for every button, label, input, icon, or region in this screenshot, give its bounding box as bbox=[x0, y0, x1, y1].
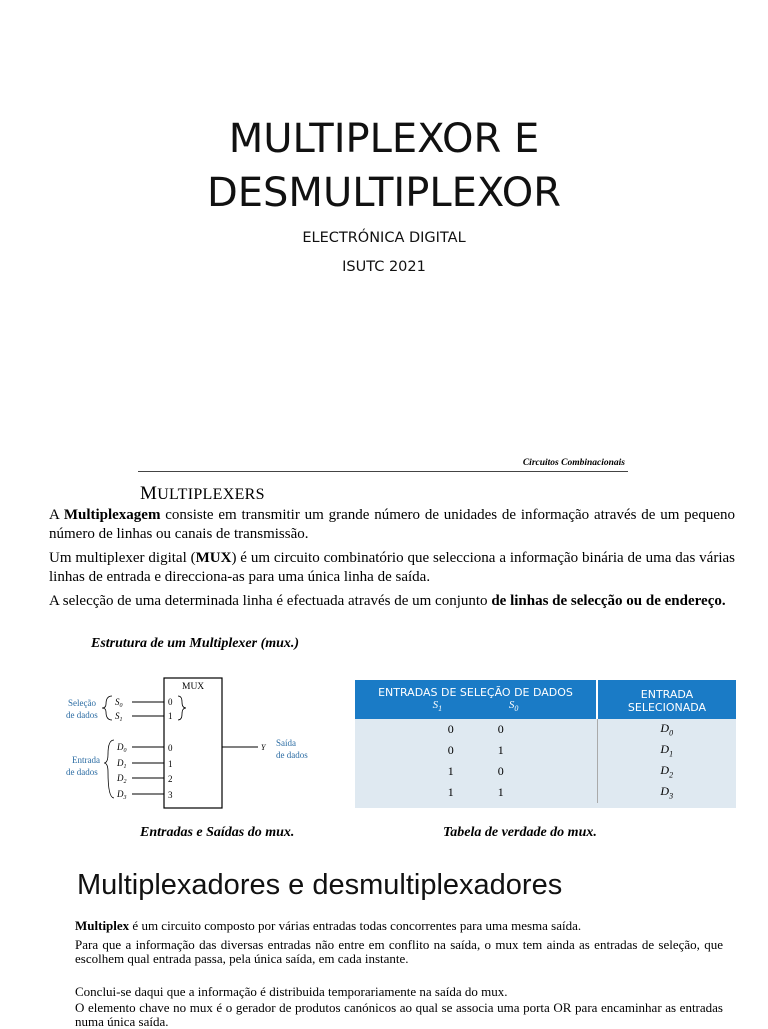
select-pin-0: $S_0$ bbox=[115, 697, 123, 709]
table-row: 1 1 $D_3$ bbox=[355, 782, 736, 803]
output-pin: Y bbox=[261, 743, 266, 752]
data-num-1: 1 bbox=[168, 759, 173, 769]
table-row: 0 1 $D_1$ bbox=[355, 740, 736, 761]
paragraph-3: A selecção de uma determinada linha é efectuada através de um conjunto de linhas de selecção ou de endereço. bbox=[49, 593, 726, 609]
select-label-1: Seleção bbox=[68, 698, 96, 708]
paragraph-2: Um multiplexer digital (MUX) é um circuito combinatório que selecciona a informação binária de uma das várias linhas de entrada e direcciona-as para uma única linha de saída. bbox=[49, 550, 735, 585]
caption-table: Tabela de verdade do mux. bbox=[443, 825, 597, 840]
data-num-2: 2 bbox=[168, 774, 173, 784]
running-header: Circuitos Combinacionais bbox=[522, 458, 625, 468]
paragraph-1: A Multiplexagem consiste em transmitir um grande número de unidades de informação através de um pequeno número de linhas ou canais de transmissão. bbox=[49, 507, 735, 542]
mux-box-label: MUX bbox=[182, 682, 205, 692]
subtitle-institution: ISUTC 2021 bbox=[342, 259, 426, 275]
title-line-1: MULTIPLEXOR E bbox=[228, 116, 540, 162]
data-num-0: 0 bbox=[168, 743, 173, 753]
section-2-paragraph-4: O elemento chave no mux é o gerador de produtos canónicos ao qual se associa uma porta OR para encaminhar as entradas numa única saída. bbox=[75, 1000, 723, 1029]
figure-caption: Estrutura de um Multiplexer (mux.) bbox=[91, 636, 300, 651]
output-label-1: Saída bbox=[276, 738, 296, 748]
header-select-inputs: ENTRADAS DE SELEÇÃO DE DADOS $S_1$ $S_0$ bbox=[355, 680, 597, 719]
select-num-0: 0 bbox=[168, 697, 173, 707]
entrada-brace bbox=[104, 740, 114, 798]
subtitle-course: ELECTRÓNICA DIGITAL bbox=[302, 230, 466, 246]
page-title bbox=[0, 112, 768, 220]
header-selected-input: ENTRADA SELECIONADA bbox=[597, 680, 736, 719]
output-label-2: de dados bbox=[276, 750, 308, 760]
title-line-2: DESMULTIPLEXOR bbox=[206, 170, 562, 216]
select-num-1: 1 bbox=[168, 711, 173, 721]
mux-box bbox=[164, 678, 222, 808]
truth-table bbox=[355, 680, 736, 808]
table-row: 0 0 $D_0$ bbox=[355, 719, 736, 740]
section-2-paragraph-3: Conclui-se daqui que a informação é distribuida temporariamente na saída do mux. bbox=[75, 984, 508, 999]
section-2-paragraph-1: Multiplex é um circuito composto por várias entradas todas concorrentes para uma mesma saída. bbox=[75, 918, 582, 933]
data-pin-2: $D_2$ bbox=[117, 773, 127, 785]
entrada-label-1: Entrada bbox=[72, 755, 100, 765]
data-pin-3: $D_3$ bbox=[117, 789, 127, 801]
section-2-heading: Multiplexadores e desmultiplexadores bbox=[77, 869, 563, 901]
header-rule bbox=[138, 471, 628, 472]
section-2-paragraph-2: Para que a informação das diversas entradas não entre em conflito na saída, o mux tem ainda as entradas de seleção, que escolhem qual entrada passa, pela única saída, em cada instante. bbox=[75, 937, 723, 966]
select-pin-1: $S_1$ bbox=[115, 711, 123, 723]
data-pin-1: $D_1$ bbox=[117, 758, 127, 770]
data-num-3: 3 bbox=[168, 790, 173, 800]
data-pin-0: $D_0$ bbox=[117, 742, 127, 754]
table-row: 1 0 $D_2$ bbox=[355, 761, 736, 782]
caption-diagram: Entradas e Saídas do mux. bbox=[140, 825, 295, 840]
section-heading: MULTIPLEXERS bbox=[140, 483, 265, 504]
entrada-label-2: de dados bbox=[66, 767, 98, 777]
mux-diagram bbox=[60, 672, 330, 812]
select-label-2: de dados bbox=[66, 710, 98, 720]
select-brace bbox=[102, 696, 112, 720]
